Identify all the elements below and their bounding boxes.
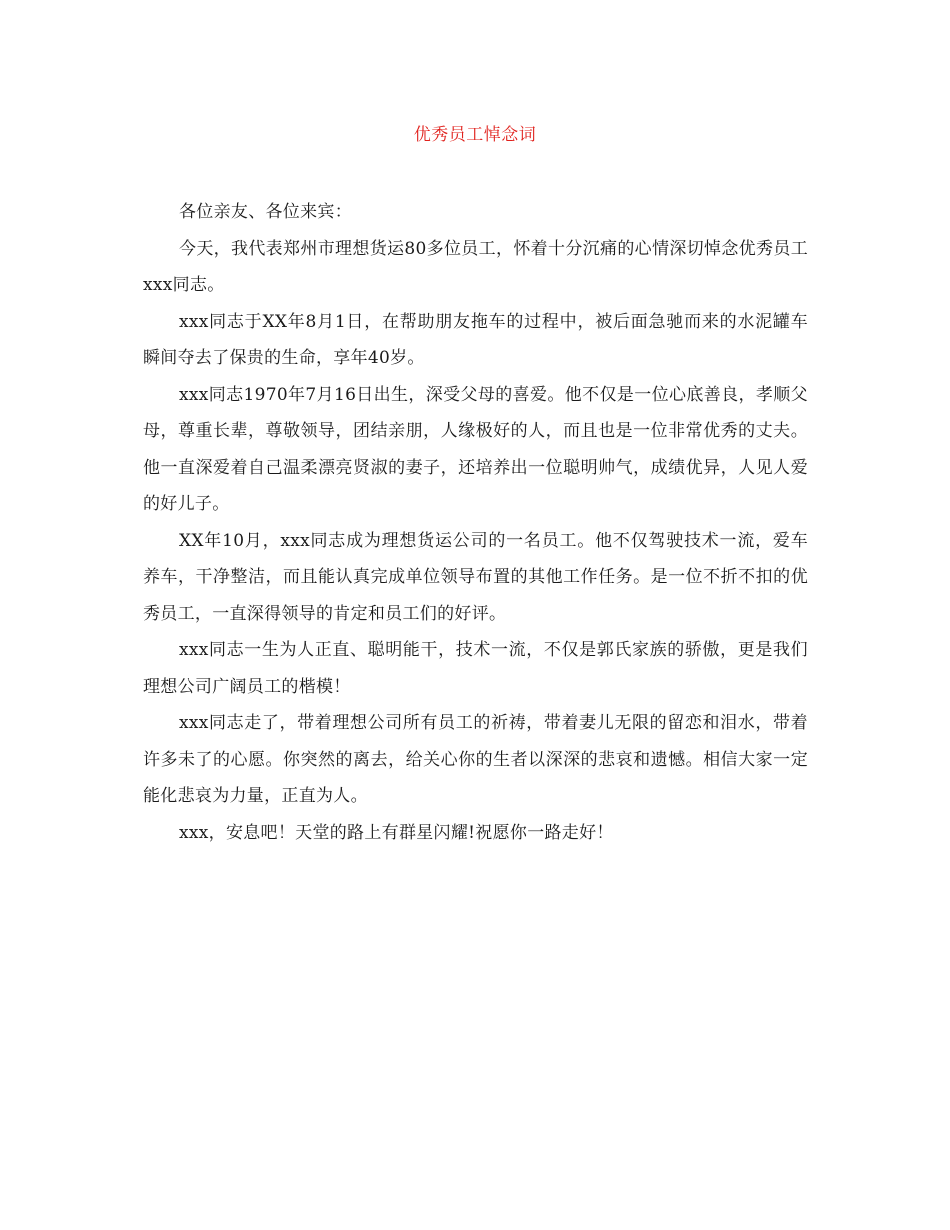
paragraph: 今天，我代表郑州市理想货运80多位员工，怀着十分沉痛的心情深切悼念优秀员工xxx同志。	[143, 238, 808, 295]
document-title: 优秀员工悼念词	[413, 125, 537, 145]
paragraph: xxx同志一生为人正直、聪明能干，技术一流，不仅是郭氏家族的骄傲，更是我们理想公司广阔员工的楷模！	[143, 640, 808, 697]
paragraph: xxx同志于XX年8月1日，在帮助朋友拖车的过程中，被后面急驰而来的水泥罐车瞬间夺去了保贵的生命，享年40岁。	[143, 311, 808, 368]
paragraph: XX年10月，xxx同志成为理想货运公司的一名员工。他不仅驾驶技术一流，爱车养车，干净整洁，而且能认真完成单位领导布置的其他工作任务。是一位不折不扣的优秀员工，一直深得领导的肯定和员工们的好评。	[143, 530, 808, 624]
paragraph: xxx同志走了，带着理想公司所有员工的祈祷，带着妻儿无限的留恋和泪水，带着许多未了的心愿。你突然的离去，给关心你的生者以深深的悲哀和遗憾。相信大家一定能化悲哀为力量，正直为人。	[143, 713, 808, 806]
paragraph-closing: xxx，安息吧！天堂的路上有群星闪耀!祝愿你一路走好！	[179, 822, 614, 843]
paragraph: xxx同志1970年7月16日出生，深受父母的喜爱。他不仅是一位心底善良，孝顺父母，尊重长辈，尊敬领导，团结亲朋，人缘极好的人，而且也是一位非常优秀的丈夫。他一直深爱着自己温柔漂亮贤淑的妻子，还培养出一位聪明帅气，成绩优异，人见人爱的好儿子。	[143, 384, 808, 514]
paragraph-salutation: 各位亲友、各位来宾：	[179, 202, 352, 222]
document-body	[143, 194, 808, 851]
